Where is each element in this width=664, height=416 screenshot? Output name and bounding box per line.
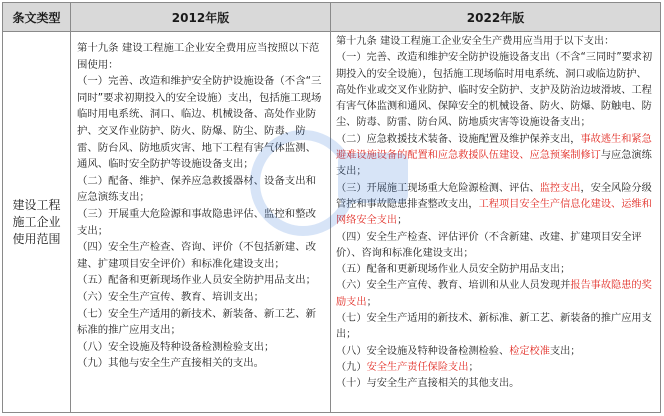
clause-text: （七）安全生产适用的新技术、新标准、新工艺、新装备的推广应用支出； bbox=[336, 313, 652, 341]
header-clause-type: 条文类型 bbox=[3, 3, 71, 32]
clause-text: （十）与安全生产直接相关的其他支出。 bbox=[336, 378, 520, 390]
clause-heading: 第十九条 建设工程施工企业安全费用应当按照以下范围使用： bbox=[77, 42, 320, 71]
edition-2012-text bbox=[71, 32, 331, 412]
edition-2022-text bbox=[331, 32, 660, 412]
clause-item bbox=[336, 376, 655, 392]
header-2022-edition: 2022年版 bbox=[331, 3, 660, 32]
clause-text: 与应急演练支出； bbox=[336, 150, 652, 178]
clause-item: （八）安全设施及特种设备检测检验支出； bbox=[77, 340, 275, 353]
clause-text: （四）安全生产检查、评估评价（不含新建、改建、扩建项目安全评价）、咨询和标准化建设支出； bbox=[336, 231, 642, 259]
highlighted-change: 检定校准 bbox=[509, 345, 550, 357]
clause-item: （四）安全生产检查、咨询、评价（不包括新建、改建、扩建项目安全评价）和标准化建设支出； bbox=[77, 241, 316, 270]
highlighted-change: 事故逃生和紧急避难设施设备的配置和应急救援队伍建设、应急预案制修订 bbox=[336, 133, 652, 162]
clause-text: ； bbox=[468, 361, 479, 373]
clause-item: （九）其他与安全生产直接相关的支出。 bbox=[77, 357, 265, 370]
clause-item: （五）配备和更新现场作业人员安全防护用品支出； bbox=[77, 274, 316, 287]
clause-text: （九） bbox=[336, 361, 367, 373]
clause-item bbox=[336, 132, 655, 181]
clause-item bbox=[336, 278, 655, 311]
clause-item bbox=[336, 311, 655, 344]
clause-item bbox=[336, 344, 655, 360]
clause-item: （三）开展重大危险源和事故隐患评估、监控和整改支出； bbox=[77, 207, 316, 237]
clause-item bbox=[336, 181, 655, 230]
clause-text: 第十九条 建设工程施工企业安全生产费用应当用于以下支出： bbox=[336, 36, 615, 47]
clause-text: 支出； bbox=[549, 345, 581, 357]
clause-text: （二）应急救援技术装备、设施配置及维护保养支出， bbox=[336, 133, 581, 145]
highlighted-change: 报告事故隐患的奖励支出 bbox=[336, 280, 652, 308]
clause-item bbox=[336, 230, 655, 263]
comparison-table bbox=[2, 2, 661, 413]
clause-item bbox=[336, 360, 655, 376]
clause-text: （一）完善、改造和维护安全防护设施设备支出（不含“三同时”要求初期投入的安全设施），包括施工现场临时用电系统、洞口或临边防护、高处作业或交叉作业防护、临时安全防护、支护及防治边坡滑坡、工程有害气体监测和通风、保障安全的机械设备、防火、防爆、防触电、防尘、防毒、防雷、防台风、防地质灾害等设施设备支出； bbox=[336, 52, 653, 129]
clause-text: （五）配备和更新现场作业人员安全防护用品支出； bbox=[336, 264, 571, 276]
highlighted-change: 监控支出 bbox=[539, 182, 581, 194]
clause-text: （三）开展施工现场重大危险源检测、评估、 bbox=[336, 182, 540, 194]
clause-item bbox=[336, 50, 655, 131]
clause-text: （八）安全设施及特种设备检测检验、 bbox=[336, 345, 510, 357]
clause-item: （一）完善、改造和维护安全防护设施设备（不含“三同时”要求初期投入的安全设施）支出，包括施工现场临时用电系统、洞口、临边、机械设备、高处作业防护、交叉作业防护、防火、防爆、防尘、防毒、防雷、防台风、防地质灾害、地下工程有害气体监测、通风、临时安全防护等设施设备支出； bbox=[77, 75, 322, 171]
clause-text: ； bbox=[366, 296, 377, 308]
clause-item: （二）配备、维护、保养应急救援器材、设备支出和应急演练支出； bbox=[77, 174, 316, 204]
clause-item: （七）安全生产适用的新技术、新装备、新工艺、新标准的推广应用支出； bbox=[77, 307, 316, 337]
highlighted-change: 工程项目安全生产信息化建设、运维和网络安全支出 bbox=[336, 198, 652, 227]
clause-text: （六）安全生产宣传、教育、培训和从业人员发现并 bbox=[336, 280, 571, 292]
highlighted-change: 安全生产责任保险支出 bbox=[366, 361, 469, 373]
clause-item bbox=[336, 262, 655, 278]
clause-text: ，安全风险分级管控和事故隐患排查整改支出， bbox=[336, 182, 652, 210]
clause-item: （六）安全生产宣传、教育、培训支出； bbox=[77, 290, 265, 303]
clause-text: ； bbox=[397, 215, 408, 227]
header-2012-edition: 2012年版 bbox=[71, 3, 331, 32]
clause-heading bbox=[336, 34, 655, 50]
category-cell: 建设工程施工企业使用范围 bbox=[3, 32, 71, 412]
